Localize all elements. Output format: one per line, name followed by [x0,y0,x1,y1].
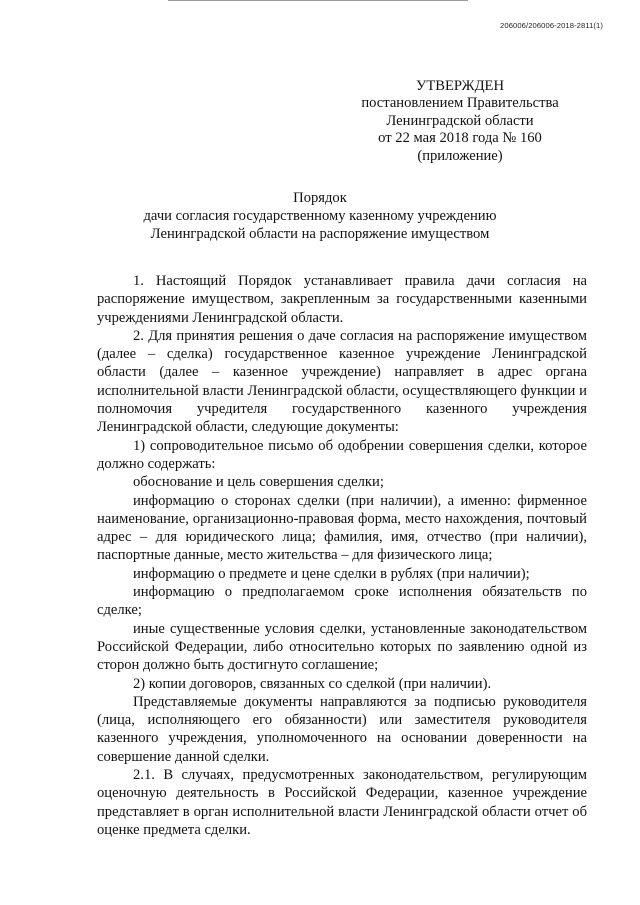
paragraph: 1) сопроводительное письмо об одобрении совершения сделки, которое должно содержать: [97,437,587,472]
paragraph: 2) копии договоров, связанных со сделкой (при наличии). [133,675,492,692]
paragraph: иные существенные условия сделки, установленные законодательством Российской Федерации, либо относительно которых по заявлению одной из сторон должно быть достигнуто соглашение; [97,620,587,674]
paragraph: информацию о предполагаемом сроке исполнения обязательств по сделке; [97,584,587,619]
approval-heading: УТВЕРЖДЕН [416,78,504,94]
paragraph: Представляемые документы направляются за подписью руководителя (лица, исполняющего его обязанности) или заместителя руководителя казенного учреждения, уполномоченного на основании доверенности на совершение данной сделки. [97,693,587,765]
title-line: дачи согласия государственному казенному учреждению [143,208,497,224]
approval-line: постановлением Правительства [361,95,559,112]
document-title [90,189,550,243]
paragraph: 2. Для принятия решения о даче согласия на распоряжение имуществом (далее – сделка) государственное казенное учреждение Ленинградской области (далее – казенное учреждение) направляет в адрес органа исполнительной власти Ленинградской области, осуществляющего функции и полномочия учредителя государственного казенного учреждения Ленинградской области, следующие документы: [97,327,587,436]
paragraph: 1. Настоящий Порядок устанавливает правила дачи согласия на распоряжение имуществом, закрепленным за государственными казенными учреждениями Ленинградской области. [97,273,587,326]
paragraph: информацию о сторонах сделки (при наличии), а именно: фирменное наименование, организационно-правовая форма, место нахождения, почтовый адрес – для юридического лица; фамилия, имя, отчество (при наличии), паспортные данные, место жительства – для физического лица; [97,492,587,564]
document-id: 206006/206006-2018-2811(1) [500,21,603,30]
paragraph: информацию о предмете и цене сделки в рублях (при наличии); [133,565,530,582]
approval-line: от 22 мая 2018 года № 160 [378,130,542,147]
approval-line: (приложение) [417,147,503,164]
title-line: Ленинградской области на распоряжение имуществом [150,226,490,242]
top-scan-line [168,0,468,1]
document-body [97,272,587,839]
approval-line: Ленинградской области [386,112,534,129]
title-line: Порядок [293,190,347,206]
approval-block [330,78,590,165]
paragraph: 2.1. В случаях, предусмотренных законодательством, регулирующим оценочную деятельность в Российской Федерации, казенное учреждение представляет в орган исполнительной власти Ленинградской области отчет об оценке предмета сделки. [97,767,587,838]
paragraph: обоснование и цель совершения сделки; [133,474,384,491]
